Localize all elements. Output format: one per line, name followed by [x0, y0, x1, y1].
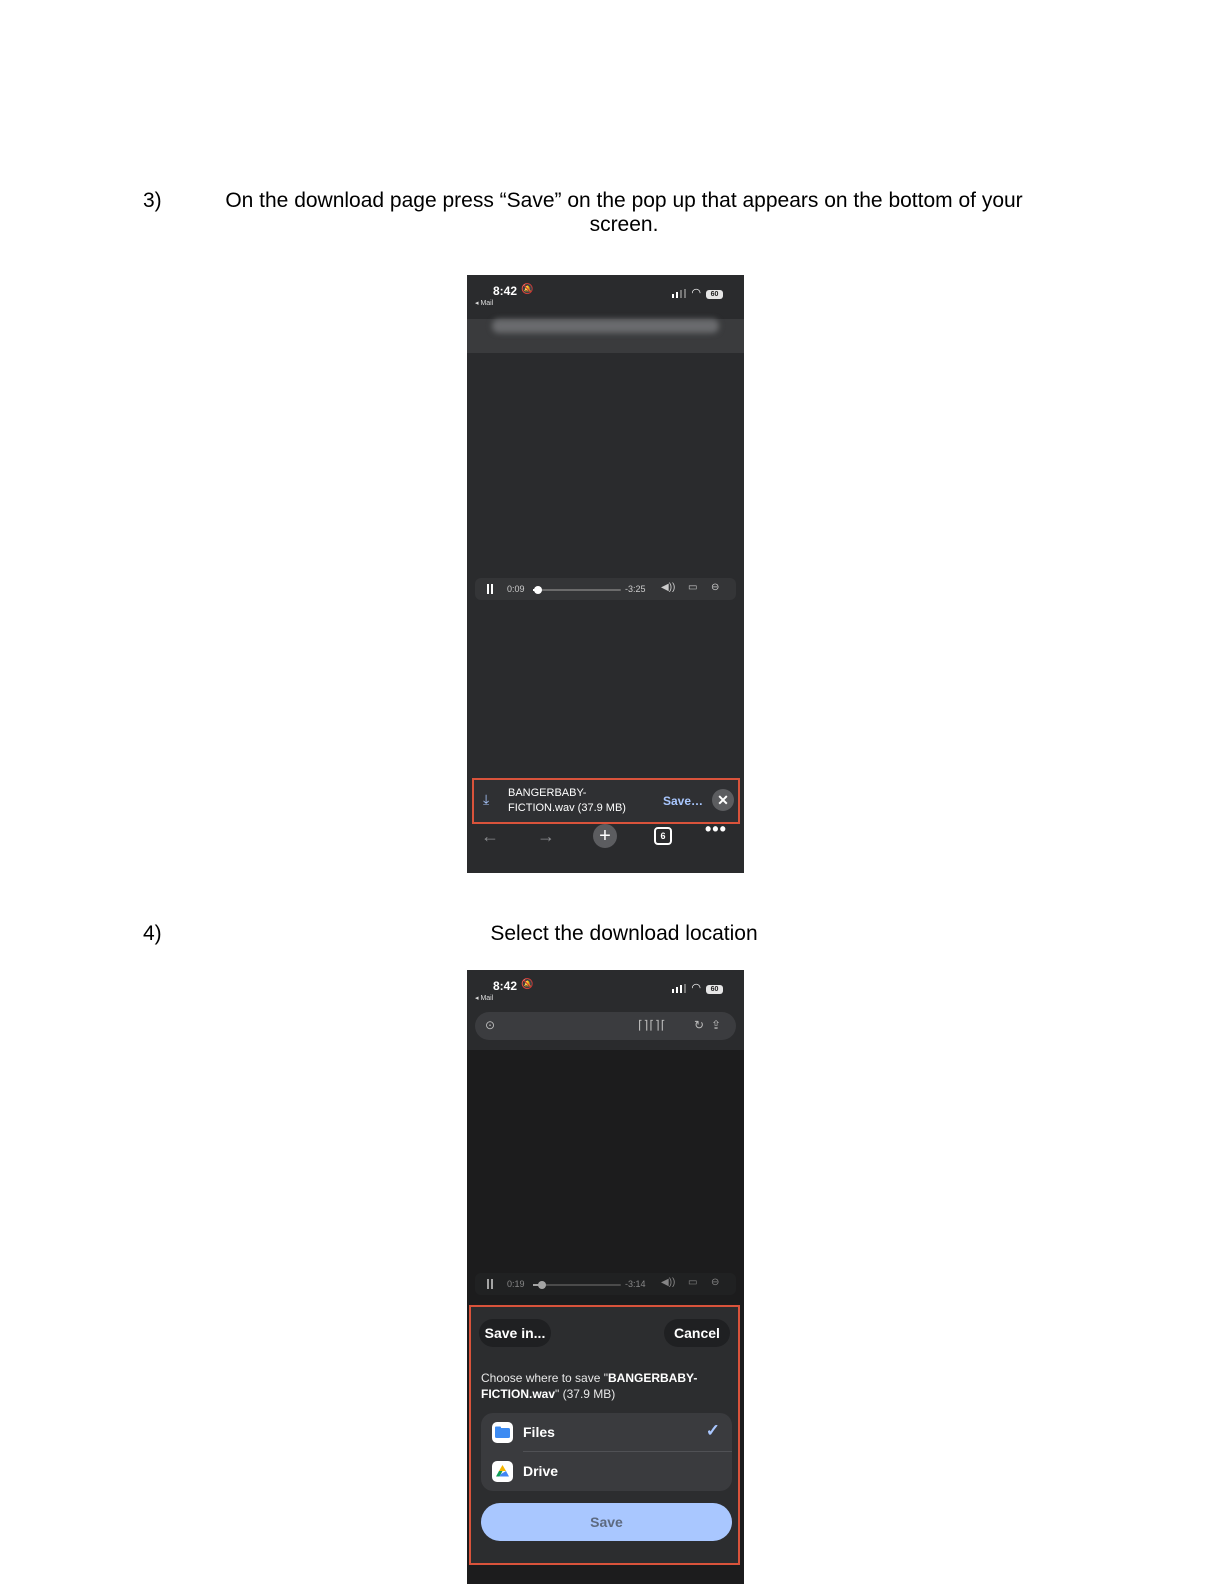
desc-prefix: Choose where to save " — [481, 1371, 608, 1385]
cancel-button[interactable]: Cancel — [664, 1319, 730, 1347]
scrubber-knob[interactable] — [538, 1281, 546, 1289]
battery-indicator: 60 — [706, 290, 723, 299]
site-settings-icon[interactable]: ⊙ — [485, 1018, 496, 1032]
obscured-url: ⌈⌉⌈⌉⌈ — [638, 1018, 667, 1032]
silent-bell-icon: 🔕 — [521, 979, 534, 990]
new-tab-icon[interactable]: + — [593, 824, 617, 848]
share-icon[interactable]: ⇪ — [711, 1018, 722, 1032]
back-to-mail-link[interactable]: ◂ Mail — [475, 995, 494, 1002]
save-button[interactable]: Save — [481, 1503, 732, 1541]
audio-player — [475, 1273, 736, 1295]
signal-icon — [672, 984, 686, 993]
sheet-description — [481, 1370, 726, 1402]
back-to-mail-link[interactable]: ◂ Mail — [475, 300, 494, 307]
sheet-title: Save in... — [479, 1319, 551, 1347]
airplay-icon[interactable]: ▭ — [688, 1277, 698, 1288]
elapsed-time: 0:09 — [507, 584, 525, 594]
desc-filename: BANGERBABY-FICTION.wav — [481, 1371, 698, 1401]
desc-suffix: " (37.9 MB) — [555, 1387, 616, 1401]
wifi-icon: ◠ — [691, 982, 701, 994]
save-in-sheet — [469, 1305, 740, 1565]
download-filename: BANGERBABY-FICTION.wav (37.9 MB) — [508, 787, 626, 814]
download-bar — [472, 778, 740, 824]
back-arrow-icon[interactable]: ← — [481, 826, 499, 846]
option-label: Drive — [523, 1463, 559, 1479]
more-options-icon[interactable]: ⊖ — [711, 582, 720, 593]
close-icon[interactable]: ✕ — [712, 789, 734, 811]
silent-bell-icon: 🔕 — [521, 284, 534, 295]
forward-arrow-icon[interactable]: → — [537, 826, 555, 846]
volume-icon[interactable]: ◀)) — [661, 1277, 676, 1288]
checkmark-icon: ✓ — [705, 1421, 720, 1440]
address-bar[interactable] — [475, 1012, 736, 1040]
progress-track[interactable] — [533, 589, 621, 591]
pause-icon[interactable] — [487, 1279, 493, 1289]
reload-icon[interactable]: ↻ — [694, 1018, 705, 1032]
elapsed-time: 0:19 — [507, 1279, 525, 1289]
wifi-icon: ◠ — [691, 287, 701, 299]
page-content-area — [467, 353, 744, 773]
step-3-text: On the download page press “Save” on the pop up that appears on the bottom of your screen. — [225, 189, 1023, 236]
clock: 8:42 — [493, 284, 518, 298]
step-3-number: 3) — [143, 189, 162, 212]
status-bar — [467, 275, 744, 319]
audio-player — [475, 578, 736, 600]
drive-app-icon — [492, 1461, 513, 1482]
phone-screenshot-1 — [467, 275, 744, 873]
remaining-time: -3:25 — [625, 584, 646, 594]
volume-icon[interactable]: ◀)) — [661, 582, 676, 593]
more-options-icon[interactable]: ⊖ — [711, 1277, 720, 1288]
step-4-number: 4) — [143, 922, 162, 945]
option-drive[interactable] — [481, 1452, 732, 1491]
save-button[interactable]: Save… — [663, 794, 704, 808]
clock: 8:42 — [493, 979, 518, 993]
blurred-address-bar — [467, 319, 744, 353]
step-4-text: Select the download location — [490, 922, 758, 945]
address-bar-area — [467, 1004, 744, 1050]
pause-icon[interactable] — [487, 584, 493, 594]
signal-icon — [672, 289, 686, 298]
download-icon: ⤓ — [483, 791, 490, 807]
remaining-time: -3:14 — [625, 1279, 646, 1289]
airplay-icon[interactable]: ▭ — [688, 582, 698, 593]
phone-screenshot-2 — [467, 970, 744, 1584]
option-files[interactable] — [481, 1413, 732, 1452]
tab-switcher-button[interactable]: 6 — [654, 827, 672, 845]
progress-track[interactable] — [533, 1284, 621, 1286]
files-app-icon — [492, 1422, 513, 1443]
battery-indicator: 60 — [706, 985, 723, 994]
browser-toolbar — [467, 819, 744, 849]
option-label: Files — [523, 1424, 555, 1440]
menu-dots-icon[interactable]: ••• — [705, 819, 727, 839]
scrubber-knob[interactable] — [534, 586, 542, 594]
location-options — [481, 1413, 732, 1491]
